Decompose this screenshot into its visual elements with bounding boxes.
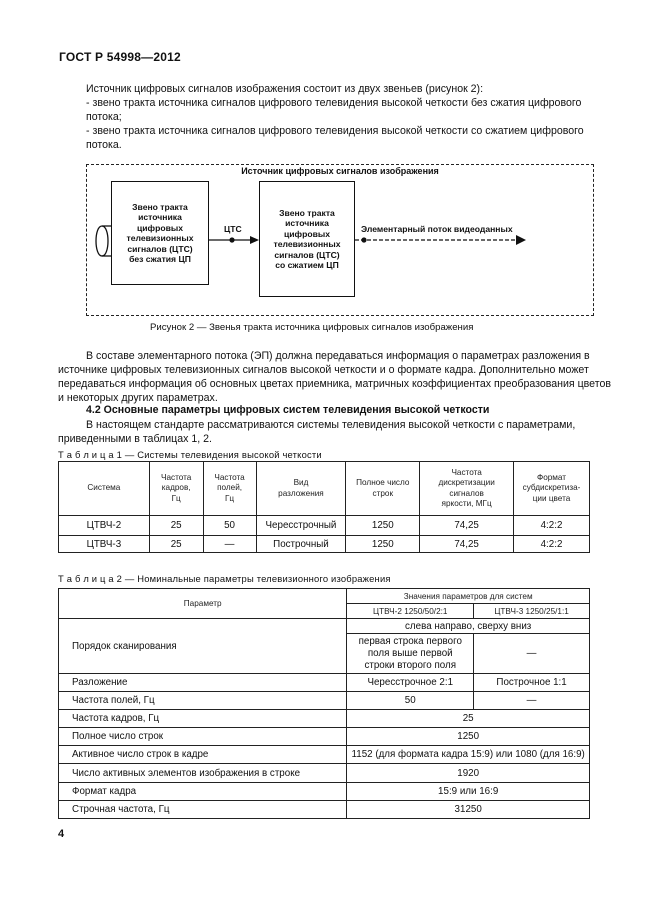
table1-caption: Т а б л и ц а 1 — Системы телевидения высокой четкости [58, 449, 322, 460]
table2-header-sys2: ЦТВЧ-3 1250/25/1:1 [474, 604, 590, 619]
table-row [59, 692, 590, 710]
table-row [59, 536, 590, 553]
page-number: 4 [58, 828, 65, 840]
table-cell: 1250 [346, 516, 420, 536]
table-cell: 50 [347, 692, 474, 710]
box1-line: без сжатия ЦП [129, 254, 191, 264]
table-cell: Построчное 1:1 [474, 674, 590, 692]
table2-header-param: Параметр [59, 589, 347, 619]
table1-header: Полное число строк [346, 462, 420, 516]
table-row [59, 746, 590, 764]
table-cell: Порядок сканирования [59, 619, 347, 674]
table-cell: 1920 [347, 764, 590, 783]
link-arrow [209, 236, 259, 244]
intro-line-2: - звено тракта источника сигналов цифрового телевидения высокой четкости без сжатия цифрового [86, 97, 582, 109]
link-label: ЦТС [224, 224, 242, 234]
table1-header: Система [59, 462, 150, 516]
table-cell: 1250 [347, 728, 590, 746]
table2-header-values: Значения параметров для систем [347, 589, 590, 604]
table-cell: Формат кадра [59, 783, 347, 801]
table-row [59, 764, 590, 783]
output-label: Элементарный поток видеоданных [361, 224, 513, 234]
table-cell: 1250 [346, 536, 420, 553]
table-cell: Частота полей, Гц [59, 692, 347, 710]
intro-line-1: Источник цифровых сигналов изображения состоит из двух звеньев (рисунок 2): [86, 83, 484, 95]
cable-icon [96, 226, 111, 256]
box2-line: Звено тракта [279, 207, 335, 218]
table-cell: ЦТВЧ-2 [59, 516, 150, 536]
table-cell: первая строка первого поля выше первой строки второго поля [347, 634, 474, 674]
box2-line: источника [285, 218, 329, 228]
intro-line-4: - звено тракта источника сигналов цифрового телевидения высокой четкости со сжатием цифрового [86, 125, 584, 137]
box1-line: цифровых [136, 222, 183, 233]
box2-line: телевизионных [273, 239, 341, 249]
box1-line: Звено тракта [132, 201, 188, 212]
table-row [59, 516, 590, 536]
table-cell: Частота кадров, Гц [59, 710, 347, 728]
table-cell: 31250 [347, 801, 590, 819]
section-title: 4.2 Основные параметры цифровых систем телевидения высокой четкости [86, 404, 490, 416]
table-cell: 15:9 или 16:9 [347, 783, 590, 801]
table2 [58, 588, 590, 819]
table-cell: — [203, 536, 256, 553]
table-row [59, 674, 590, 692]
intro-line-5: потока. [86, 139, 122, 151]
box1-line: источника [138, 212, 182, 222]
table-cell: 4:2:2 [514, 536, 590, 553]
table-cell: 25 [149, 516, 203, 536]
box1-line: телевизионных [126, 233, 194, 243]
table-row [59, 710, 590, 728]
table1-header: Частота дискретизации сигналов яркости, МГц [420, 462, 514, 516]
table-cell: 25 [149, 536, 203, 553]
table-row [59, 619, 590, 634]
table-cell: Полное число строк [59, 728, 347, 746]
table-cell: Чересстрочное 2:1 [347, 674, 474, 692]
table1 [58, 461, 590, 553]
para2-line-1: В составе элементарного потока (ЭП) должна передаваться информация о параметрах разложения в [86, 350, 590, 362]
table-cell: 74,25 [420, 536, 514, 553]
para2-line-2: источнике цифровых телевизионных сигналов высокой четкости и о формате кадра. Дополнительно может [58, 364, 589, 376]
table-row [59, 783, 590, 801]
table-row [59, 728, 590, 746]
table-cell: — [474, 634, 590, 674]
figure-caption: Рисунок 2 — Звенья тракта источника цифровых сигналов изображения [150, 322, 474, 333]
table-cell: Строчная частота, Гц [59, 801, 347, 819]
table1-header: Частота кадров, Гц [149, 462, 203, 516]
section-line-1: В настоящем стандарте рассматриваются системы телевидения высокой четкости с параметрами, [86, 419, 576, 431]
table-row [59, 801, 590, 819]
table2-caption: Т а б л и ц а 2 — Номинальные параметры телевизионного изображения [58, 573, 391, 584]
para2-line-4: и некоторых других параметрах. [58, 392, 218, 404]
table-cell: Разложение [59, 674, 347, 692]
stage-uncompressed-box [111, 181, 209, 285]
para2-line-3: передаваться информация об основных цветах приемника, матричных коэффициентах преобразования цветов [58, 378, 611, 390]
stage-compressed-box [259, 181, 355, 297]
table1-header: Частота полей, Гц [203, 462, 256, 516]
table-cell: Построчный [256, 536, 346, 553]
box2-line: со сжатием ЦП [275, 260, 339, 270]
table-cell: 50 [203, 516, 256, 536]
table-cell: 1152 (для формата кадра 15:9) или 1080 (для 16:9) [347, 746, 590, 764]
table-cell: Активное число строк в кадре [59, 746, 347, 764]
box1-line: сигналов (ЦТС) [127, 243, 193, 254]
diagram-title: Источник цифровых сигналов изображения [241, 166, 439, 176]
section-line-2: приведенными в таблицах 1, 2. [58, 433, 212, 445]
table-cell: — [474, 692, 590, 710]
table2-header-row [59, 589, 590, 604]
document-id: ГОСТ Р 54998—2012 [59, 50, 181, 64]
table-cell: ЦТВЧ-3 [59, 536, 150, 553]
output-arrow [355, 235, 526, 245]
table1-header: Формат субдискретиза- ции цвета [514, 462, 590, 516]
table2-header-sys1: ЦТВЧ-2 1250/50/2:1 [347, 604, 474, 619]
table-cell: Чересстрочный [256, 516, 346, 536]
table-cell: Число активных элементов изображения в строке [59, 764, 347, 783]
box2-line: цифровых [283, 228, 330, 239]
box2-line: сигналов (ЦТС) [274, 249, 340, 260]
table1-header-row [59, 462, 590, 516]
table-cell: 4:2:2 [514, 516, 590, 536]
table-cell: слева направо, сверху вниз [347, 619, 590, 634]
intro-line-3: потока; [86, 111, 122, 123]
table-cell: 74,25 [420, 516, 514, 536]
table1-header: Вид разложения [256, 462, 346, 516]
table-cell: 25 [347, 710, 590, 728]
